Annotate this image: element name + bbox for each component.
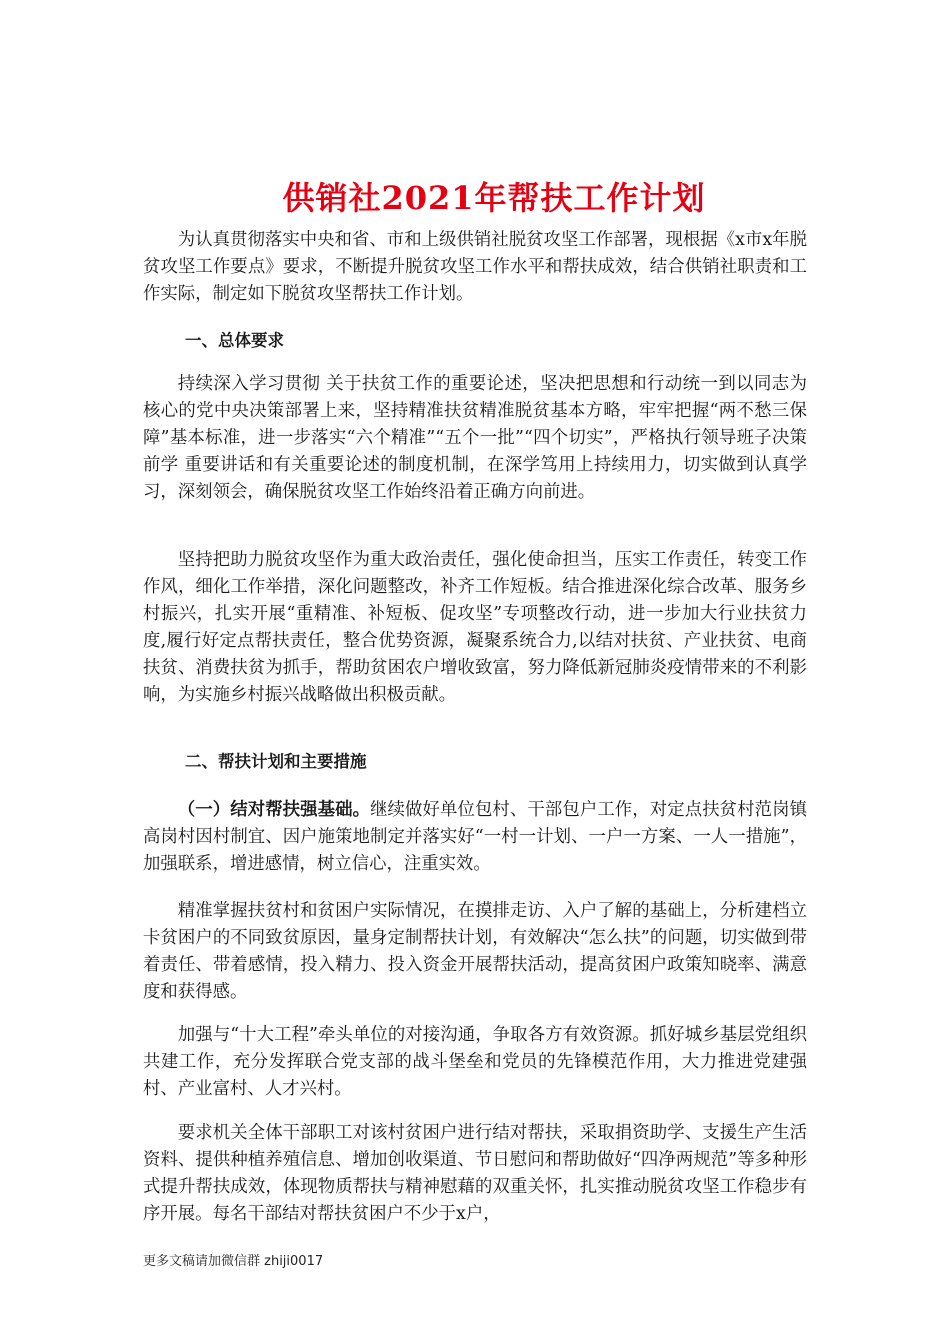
section-heading-plan-and-measures: 二、帮扶计划和主要措施 <box>185 752 367 771</box>
pairing-support-lead: （一）结对帮扶强基础。 <box>177 800 371 820</box>
footer-note: 更多文稿请加微信群 zhiji0017 <box>143 1254 324 1269</box>
general-requirements-paragraph-2: 坚持把助力脱贫攻坚作为重大政治责任，强化使命担当，压实工作责任，转变工作作风，细化工作举措，深化问题整改，补齐工作短板。结合推进深化综合改革、服务乡村振兴，扎实开展“重精准、补短板、促攻坚”专项整改行动，进一步加大行业扶贫力度,履行好定点帮扶责任，整合优势资源，凝聚系统合力,以结对扶贫、产业扶贫、电商扶贫、消费扶贫为抓手，帮助贫困农户增收致富，努力降低新冠肺炎疫情带来的不利影响，为实施乡村振兴战略做出积极贡献。 <box>143 550 807 705</box>
intro-paragraph: 为认真贯彻落实中央和省、市和上级供销社脱贫攻坚工作部署，现根据《x市x年脱贫攻坚工作要点》要求，不断提升脱贫攻坚工作水平和帮扶成效，结合供销社职责和工作实际，制定如下脱贫攻坚帮扶工作计划。 <box>143 230 807 304</box>
section-heading-general-requirements: 一、总体要求 <box>185 331 284 350</box>
accurate-grasp-paragraph: 精准掌握扶贫村和贫困户实际情况，在摸排走访、入户了解的基础上，分析建档立卡贫困户的不同致贫原因，量身定制帮扶计划，有效解决“怎么扶”的问题，切实做到带着责任、带着感情，投入精力、投入资金开展帮扶活动，提高贫困户政策知晓率、满意度和获得感。 <box>143 901 807 1002</box>
document-title: 供销社2021年帮扶工作计划 <box>282 179 706 218</box>
pairing-support-paragraph <box>143 797 807 878</box>
general-requirements-paragraph-1: 持续深入学习贯彻 关于扶贫工作的重要论述，坚决把思想和行动统一到以同志为核心的党中央决策部署上来，坚持精准扶贫精准脱贫基本方略，牢牢把握“两不愁三保障”基本标准，进一步落实“六个精准”“五个一批”“四个切实”，严格执行领导班子决策前学 重要讲话和有关重要论述的制度机制，在深学笃用上持续用力，切实做到认真学习，深刻领会，确保脱贫攻坚工作始终沿着正确方向前进。 <box>143 374 807 502</box>
cadre-requirement-paragraph: 要求机关全体干部职工对该村贫困户进行结对帮扶，采取捐资助学、支援生产生活资料、提供种植养殖信息、增加创收渠道、节日慰问和帮助做好“四净两规范”等多种形式提升帮扶成效，体现物质帮扶与精神慰藉的双重关怀，扎实推动脱贫攻坚工作稳步有序开展。每名干部结对帮扶贫困户不少于x户， <box>143 1123 807 1224</box>
pairing-support-text: 继续做好单位包村、干部包户工作，对定点扶贫村范岗镇高岗村因村制宜、因户施策地制定并落实好“一村一计划、一户一方案、一人一措施”，加强联系，增进感情，树立信心，注重实效。 <box>143 800 807 874</box>
strengthen-docking-paragraph: 加强与“十大工程”牵头单位的对接沟通，争取各方有效资源。抓好城乡基层党组织共建工作，充分发挥联合党支部的战斗堡垒和党员的先锋模范作用，大力推进党建强村、产业富村、人才兴村。 <box>143 1025 807 1099</box>
